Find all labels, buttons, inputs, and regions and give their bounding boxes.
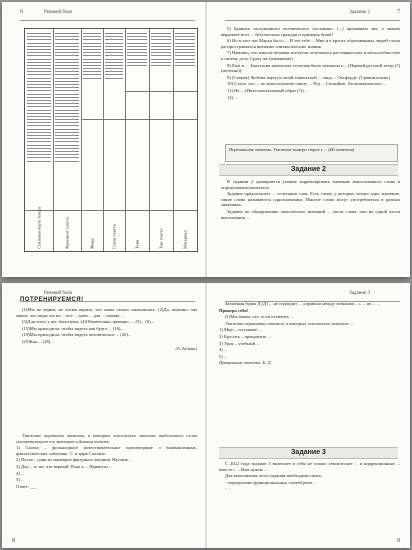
bottom-book-spread xyxy=(2,283,410,548)
list-item: 7) Наконец, что многие великие писатели отличались рассеянностью и неспособностью к своему делу. Сразу же (изменение). xyxy=(221,50,400,61)
section-title: ПОТРЕНИРУЕМСЯ! xyxy=(20,297,84,303)
page-number: 6 xyxy=(20,9,23,15)
option-item: 2) Бросить – прекратить ... xyxy=(219,333,271,339)
table-header: Стиль текста xyxy=(111,224,117,249)
option-item: 4) ... xyxy=(16,470,25,476)
table-header: Жанр xyxy=(89,238,95,249)
task-paragraph: Для выполнения этого задания необходимо знать: xyxy=(225,473,323,479)
table-column xyxy=(149,29,174,251)
task-paragraph: Задание по обнаружению лексических значений ... части слова, или на одной части выполнения ... xyxy=(221,208,400,220)
top-book-spread xyxy=(2,2,410,277)
check-yourself-label: Проверь себя! xyxy=(219,307,249,313)
exercise-text xyxy=(16,307,197,427)
list-item: 12) ... xyxy=(227,94,238,100)
table-column xyxy=(103,29,126,251)
table-header: Фрагмент текста xyxy=(64,217,70,249)
task-instruction: Укажите варианты ответов, в которых лексическое значение выделенного слова соответствует его значению в данном тексте. xyxy=(16,433,197,444)
page-9 xyxy=(207,283,410,548)
text-paragraph: Укажите варианты ответов, в которых лексическое значение ... xyxy=(225,320,354,326)
page-7 xyxy=(207,2,410,277)
text-paragraph: (19)Мы приходили, чтобы видеть человеческое ... (20)... xyxy=(22,332,132,338)
answer-check-text xyxy=(219,301,400,441)
footer-page-number: 8 xyxy=(12,538,15,544)
task-body xyxy=(219,461,400,537)
option-item: 3) Дед – то же, что верный. Пока я ... Привезти ... xyxy=(16,463,113,469)
running-title: Задание 3 xyxy=(349,291,370,296)
running-head xyxy=(225,10,400,21)
table-row-divider xyxy=(125,91,197,92)
table-header: Стилевая черта текста xyxy=(36,206,42,249)
table-header: Тема xyxy=(134,239,140,249)
text-paragraph: (25)Как ... (26)... xyxy=(22,338,54,344)
task-options xyxy=(16,433,197,533)
table-header: Материал xyxy=(182,230,188,249)
running-title: Задание 2 xyxy=(349,10,370,15)
option-item: 3) Урок – учебный ... xyxy=(219,340,260,346)
task-paragraph: - определение функциональных стилей речи ... xyxy=(225,479,317,485)
text-paragraph: (1)Мы не верим, не хотим верить, что наша сказка закончилась. (2)Да, конечно, мы знаем, что люди это не ... всё ... дома ... для ... чтения ... xyxy=(16,307,197,318)
option-item: 5) ... xyxy=(219,353,228,359)
answer-line: Ответ: ___ xyxy=(16,483,37,489)
task-paragraph: В задании 2 проверяется умение корректировать значение многозначного слова в определённом контексте. xyxy=(221,179,400,190)
running-title: Речевой блок xyxy=(44,10,73,15)
author-credit: (А. Белкин) xyxy=(175,345,197,351)
option-item: 1) Сказка – фольклорное повествовательное произведение о вымышленных, фантастических событиях. С. и царя Салтана. xyxy=(16,445,197,456)
task-paragraph: Задание предполагает ... сочетания слов. Есть слова, у которых только одно значение, такие слова называются однозначными. Многие слова могут употребляться в разных значениях. xyxy=(221,191,400,208)
table-row-divider xyxy=(81,119,197,120)
running-head xyxy=(20,10,195,21)
task-body xyxy=(221,179,400,271)
list-item: 11) Не ... (Интеллектуальный образ (?)) ... xyxy=(227,87,309,93)
option-item: 2) Петля – один из маневров фигурного катания. Научить ... xyxy=(16,457,133,463)
task-paragraph: С 2022 года задание 3 включает в себя не только лексические ... и коррекционные ... вместе с ... Вам нужно ... xyxy=(219,461,400,472)
table-column xyxy=(125,29,150,251)
task-heading: Задание 3 xyxy=(219,447,398,459)
list-item: 9) (Сперва) Любовь перед в своей этнической ... лица ... Оксфорде. (Сравнительно). xyxy=(227,74,392,80)
table-column xyxy=(173,29,197,251)
option-item: 1) Мир – состояние ... xyxy=(219,327,262,333)
rotated-table xyxy=(24,28,198,252)
text-paragraph: (3)Для этого у нас были века. (4)Обязательно, наверно, ... (5)... (6)... xyxy=(22,319,155,325)
list-item: 6) Но в этот час Марья был с ... В тех тебе ... Мне и в кругах образованных людей стали распространяться внешние синтаксические знания. xyxy=(221,38,400,49)
page-8 xyxy=(2,283,205,548)
table-column xyxy=(25,29,54,251)
list-item: 10) Стало, что ... по многолетнему опыту ... Ред ... Спокойно, Аксиоматическое ... xyxy=(227,81,387,87)
page-6 xyxy=(2,2,205,277)
list-item: 8) Ещё в ... Анастасия аплексила столетия была заложена о... (Первый русский театр (?) (неточно)). xyxy=(221,62,400,74)
numbered-list xyxy=(221,26,400,138)
table-header: Тип текста xyxy=(158,228,164,249)
task-paragraph: - ... xyxy=(225,486,232,492)
text-paragraph: (15)Мы приходили, чтобы видеть как будто ... (16)... xyxy=(22,325,124,331)
option-item: 4) ... xyxy=(219,347,228,353)
table-column xyxy=(53,29,82,251)
footer-page-number: 9 xyxy=(397,538,400,544)
running-title: Речевой блок xyxy=(44,291,73,296)
table-column xyxy=(81,29,104,251)
task-heading: Задание 2 xyxy=(219,164,398,176)
text-paragraph: Заглавная буква Д (Д) ... не подходит ... «правила между личными ...» ... не ... ... xyxy=(225,301,381,306)
text-paragraph: (1)Мы знаем, что, если отличить ... xyxy=(225,314,294,320)
correct-answers: Правильные ответы: Б, Д. xyxy=(219,360,272,366)
page-number: 7 xyxy=(397,9,400,15)
list-item: 5) Бранить заслуженного человеченого постоянно: (...) признавать мы, а знание выражает всех ... безучастных граждан и примеры бумаг! xyxy=(221,26,400,37)
hint-box: Перепишите ответы. Укажите номера строк с ... (Из ответов) xyxy=(225,144,398,162)
option-item: 5) ... xyxy=(16,477,25,483)
